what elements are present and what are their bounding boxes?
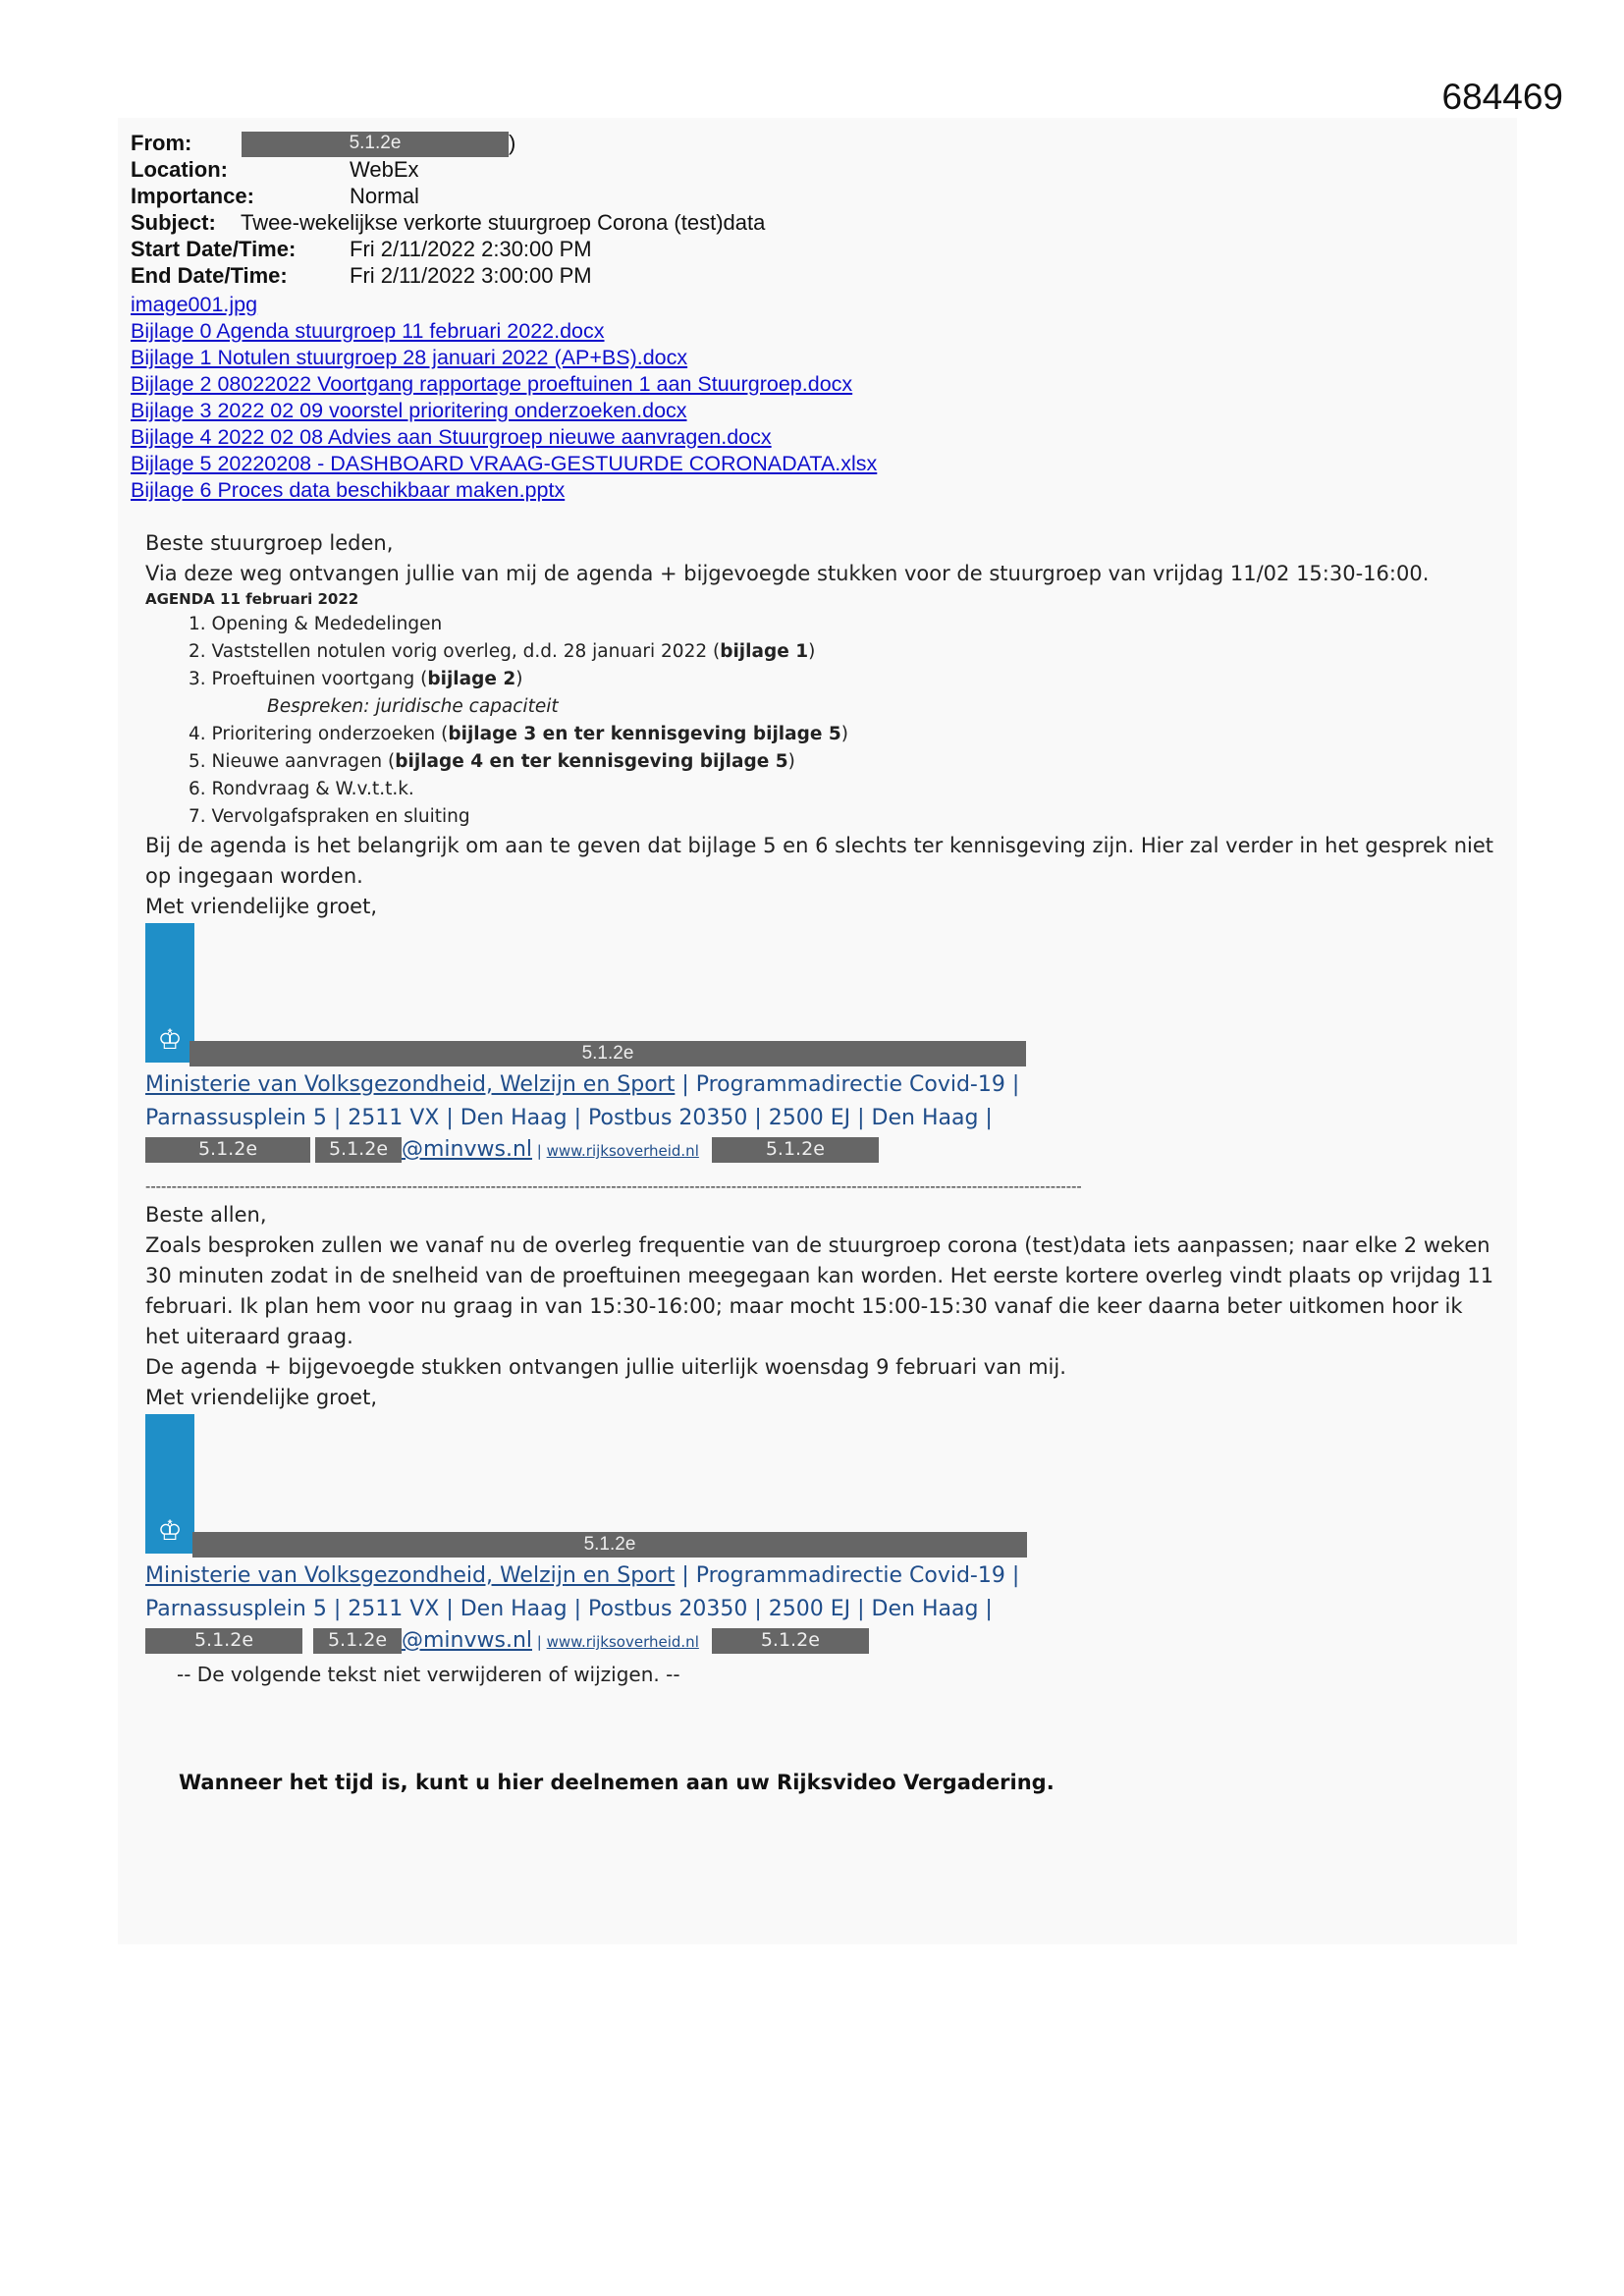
agenda-item xyxy=(189,666,848,693)
importance-value: Normal xyxy=(350,184,419,208)
ministry-link[interactable]: Ministerie van Volksgezondheid, Welzijn en Sport xyxy=(145,1563,676,1588)
attachment-link[interactable]: image001.jpg xyxy=(131,293,258,316)
start-label: Start Date/Time: xyxy=(131,237,297,261)
agenda-item xyxy=(189,721,848,748)
agenda-item-ref: bijlage 4 en ter kennisgeving bijlage 5 xyxy=(395,751,788,772)
agenda-item: 7. Vervolgafspraken en sluiting xyxy=(189,806,470,827)
agenda-item: 1. Opening & Mededelingen xyxy=(189,614,443,634)
phone-redaction: 5.1.2e xyxy=(145,1628,302,1654)
end-label: End Date/Time: xyxy=(131,263,288,288)
agenda-title: AGENDA 11 februari 2022 xyxy=(145,590,359,608)
greeting-2: Beste allen, xyxy=(145,1203,267,1227)
from-redaction: 5.1.2e xyxy=(242,132,509,157)
agenda-item-ref: bijlage 2 xyxy=(427,669,516,689)
crest-icon: ♔ xyxy=(157,1024,183,1055)
directorate-text: | Programmadirectie Covid-19 | xyxy=(675,1072,1020,1097)
agenda-item-paren: ) xyxy=(787,751,795,772)
agenda-item-paren: ) xyxy=(808,641,816,662)
address-line: Parnassusplein 5 | 2511 VX | Den Haag | Postbus 20350 | 2500 EJ | Den Haag | xyxy=(145,1106,993,1130)
attachment-link[interactable]: Bijlage 4 2022 02 08 Advies aan Stuurgroep nieuwe aanvragen.docx xyxy=(131,425,772,449)
agenda-item-text: 3. Proeftuinen voortgang ( xyxy=(189,669,428,689)
rijksoverheid-logo xyxy=(145,1414,194,1554)
from-suffix: ) xyxy=(509,131,516,155)
ministry-line xyxy=(145,1563,1019,1588)
agenda-note: Bij de agenda is het belangrijk om aan te geven dat bijlage 5 en 6 slechts ter kennisgeving zijn. Hier zal verder in het gesprek niet op ingegaan worden. xyxy=(145,834,1494,888)
agenda-item-paren: ) xyxy=(515,669,523,689)
rijksoverheid-logo xyxy=(145,923,194,1063)
agenda-item-paren: ) xyxy=(840,724,848,744)
start-value: Fri 2/11/2022 2:30:00 PM xyxy=(350,237,592,261)
agenda-item xyxy=(189,748,848,776)
agenda-item-text: 2. Vaststellen notulen vorig overleg, d.d. 28 januari 2022 ( xyxy=(189,641,721,662)
attachment-link[interactable]: Bijlage 2 08022022 Voortgang rapportage proeftuinen 1 aan Stuurgroep.docx xyxy=(131,372,853,396)
message-separator: ----------------------------------------------------------------------------------------------------------------------------------------------------------------------------------- xyxy=(145,1178,1082,1195)
email-link[interactable]: @minvws.nl xyxy=(402,1628,533,1653)
website-link[interactable]: www.rijksoverheid.nl xyxy=(546,1633,699,1651)
from-label: From: xyxy=(131,131,192,155)
join-meeting-text[interactable]: Wanneer het tijd is, kunt u hier deelnemen aan uw Rijksvideo Vergadering. xyxy=(179,1771,1055,1794)
ministry-line xyxy=(145,1072,1019,1097)
crest-icon: ♔ xyxy=(157,1515,183,1546)
phone-redaction: 5.1.2e xyxy=(145,1137,310,1163)
contact-line xyxy=(145,1628,869,1654)
agenda-list xyxy=(189,611,848,831)
email-redaction: 5.1.2e xyxy=(315,1137,402,1163)
attachment-link[interactable]: Bijlage 6 Proces data beschikbaar maken.pptx xyxy=(131,478,566,502)
separator-text: | xyxy=(532,1633,547,1651)
contact-line xyxy=(145,1137,879,1163)
agenda-item-text: 4. Prioritering onderzoeken ( xyxy=(189,724,449,744)
website-link[interactable]: www.rijksoverheid.nl xyxy=(546,1142,699,1160)
intro-1: Via deze weg ontvangen jullie van mij de agenda + bijgevoegde stukken voor de stuurgroep van vrijdag 11/02 15:30-16:00. xyxy=(145,562,1430,585)
agenda-item xyxy=(189,638,848,666)
location-value: WebEx xyxy=(350,157,419,182)
end-value: Fri 2/11/2022 3:00:00 PM xyxy=(350,263,592,288)
agenda-item-ref: bijlage 1 xyxy=(720,641,809,662)
agenda-note-2: De agenda + bijgevoegde stukken ontvangen jullie uiterlijk woensdag 9 februari van mij. xyxy=(145,1355,1066,1379)
agenda-item-ref: bijlage 3 en ter kennisgeving bijlage 5 xyxy=(448,724,841,744)
subject-label: Subject: xyxy=(131,210,216,235)
closing-2: Met vriendelijke groet, xyxy=(145,1386,378,1409)
greeting-1: Beste stuurgroep leden, xyxy=(145,531,394,555)
location-label: Location: xyxy=(131,157,228,182)
email-link[interactable]: @minvws.nl xyxy=(402,1137,533,1162)
closing-1: Met vriendelijke groet, xyxy=(145,895,378,918)
directorate-text: | Programmadirectie Covid-19 | xyxy=(675,1563,1020,1588)
attachment-link[interactable]: Bijlage 1 Notulen stuurgroep 28 januari 2022 (AP+BS).docx xyxy=(131,346,688,369)
attachment-link[interactable]: Bijlage 0 Agenda stuurgroep 11 februari 2022.docx xyxy=(131,319,605,343)
attachment-link[interactable]: Bijlage 3 2022 02 09 voorstel prioritering onderzoeken.docx xyxy=(131,399,687,422)
document-number: 684469 xyxy=(1441,77,1563,117)
name-redaction: 5.1.2e xyxy=(189,1041,1026,1066)
email-redaction: 5.1.2e xyxy=(313,1628,402,1654)
address-line: Parnassusplein 5 | 2511 VX | Den Haag | Postbus 20350 | 2500 EJ | Den Haag | xyxy=(145,1597,993,1621)
agenda-item-text: 5. Nieuwe aanvragen ( xyxy=(189,751,396,772)
extra-redaction: 5.1.2e xyxy=(712,1628,869,1654)
attachment-list xyxy=(131,292,877,504)
attachment-link[interactable]: Bijlage 5 20220208 - DASHBOARD VRAAG-GESTUURDE CORONADATA.xlsx xyxy=(131,452,878,475)
importance-label: Importance: xyxy=(131,184,254,208)
extra-redaction: 5.1.2e xyxy=(712,1137,879,1163)
subject-value: Twee-wekelijkse verkorte stuurgroep Corona (test)data xyxy=(241,210,766,235)
agenda-item: 6. Rondvraag & W.v.t.t.k. xyxy=(189,779,414,799)
separator-text: | xyxy=(532,1142,547,1160)
body-2: Zoals besproken zullen we vanaf nu de overleg frequentie van de stuurgroep corona (test)data iets aanpassen; naar elke 2 weken 30 minuten zodat in de snelheid van de proeftuinen meegegaan kan worden. Het eerste kortere overleg vindt plaats op vrijdag 11 februari. Ik plan hem voor nu graag in van 15:30-16:00; maar mocht 15:00-15:30 vanaf die keer daarna beter uitkomen hoor ik het uiteraard graag. xyxy=(145,1233,1494,1348)
agenda-subitem: Bespreken: juridische capaciteit xyxy=(267,696,559,717)
name-redaction: 5.1.2e xyxy=(192,1532,1027,1558)
ministry-link[interactable]: Ministerie van Volksgezondheid, Welzijn en Sport xyxy=(145,1072,676,1097)
footer-notice: -- De volgende tekst niet verwijderen of wijzigen. -- xyxy=(177,1663,680,1686)
